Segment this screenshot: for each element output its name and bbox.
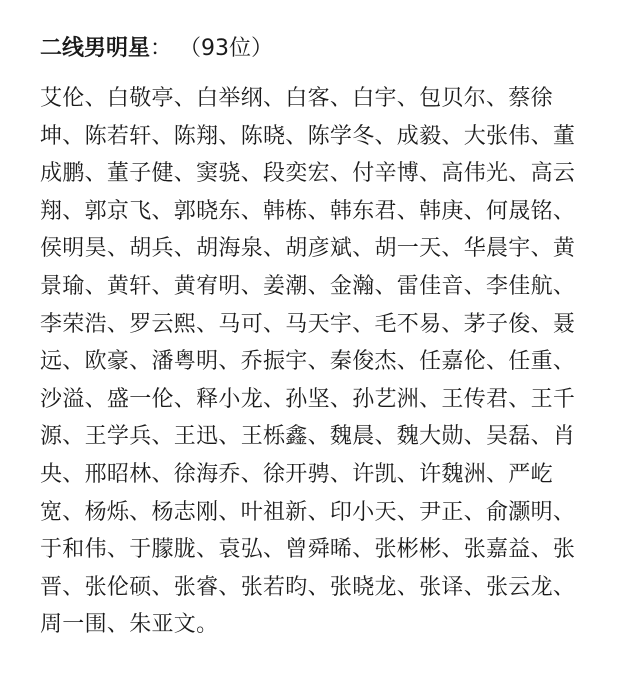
name-list bbox=[40, 80, 606, 644]
text-line: 成鹏、董子健、窦骁、段奕宏、付辛博、高伟光、高云 bbox=[40, 161, 576, 187]
text-line: 远、欧豪、潘粤明、乔振宇、秦俊杰、任嘉伦、任重、 bbox=[40, 349, 576, 375]
section-heading bbox=[40, 34, 606, 64]
text-line: 周一围、朱亚文。 bbox=[40, 612, 219, 638]
text-line: 艾伦、白敬亭、白举纲、白客、白宇、包贝尔、蔡徐 bbox=[40, 86, 553, 111]
text-line: 于和伟、于朦胧、袁弘、曾舜晞、张彬彬、张嘉益、张 bbox=[40, 537, 576, 563]
text-line: 宽、杨烁、杨志刚、叶祖新、印小天、尹正、俞灏明、 bbox=[40, 499, 576, 525]
heading-title: 二线男明星 bbox=[40, 36, 151, 61]
text-line: 源、王学兵、王迅、王栎鑫、魏晨、魏大勋、吴磊、肖 bbox=[40, 424, 576, 450]
text-line: 翔、郭京飞、郭晓东、韩栋、韩东君、韩庚、何晟铭、 bbox=[40, 198, 576, 224]
heading-separator: ： bbox=[150, 36, 173, 61]
text-line: 央、邢昭林、徐海乔、徐开骋、许凯、许魏洲、严屹 bbox=[40, 461, 553, 487]
heading-count: （93位） bbox=[190, 36, 274, 61]
text-line: 侯明昊、胡兵、胡海泉、胡彦斌、胡一天、华晨宇、黄 bbox=[40, 236, 576, 262]
text-line: 景瑜、黄轩、黄宥明、姜潮、金瀚、雷佳音、李佳航、 bbox=[40, 273, 576, 299]
text-line: 沙溢、盛一伦、释小龙、孙坚、孙艺洲、王传君、王千 bbox=[40, 386, 576, 412]
text-line: 坤、陈若轩、陈翔、陈晓、陈学冬、成毅、大张伟、董 bbox=[40, 123, 576, 149]
text-line: 晋、张伦硕、张睿、张若昀、张晓龙、张译、张云龙、 bbox=[40, 574, 576, 600]
text-line: 李荣浩、罗云熙、马可、马天宇、毛不易、茅子俊、聂 bbox=[40, 311, 576, 337]
